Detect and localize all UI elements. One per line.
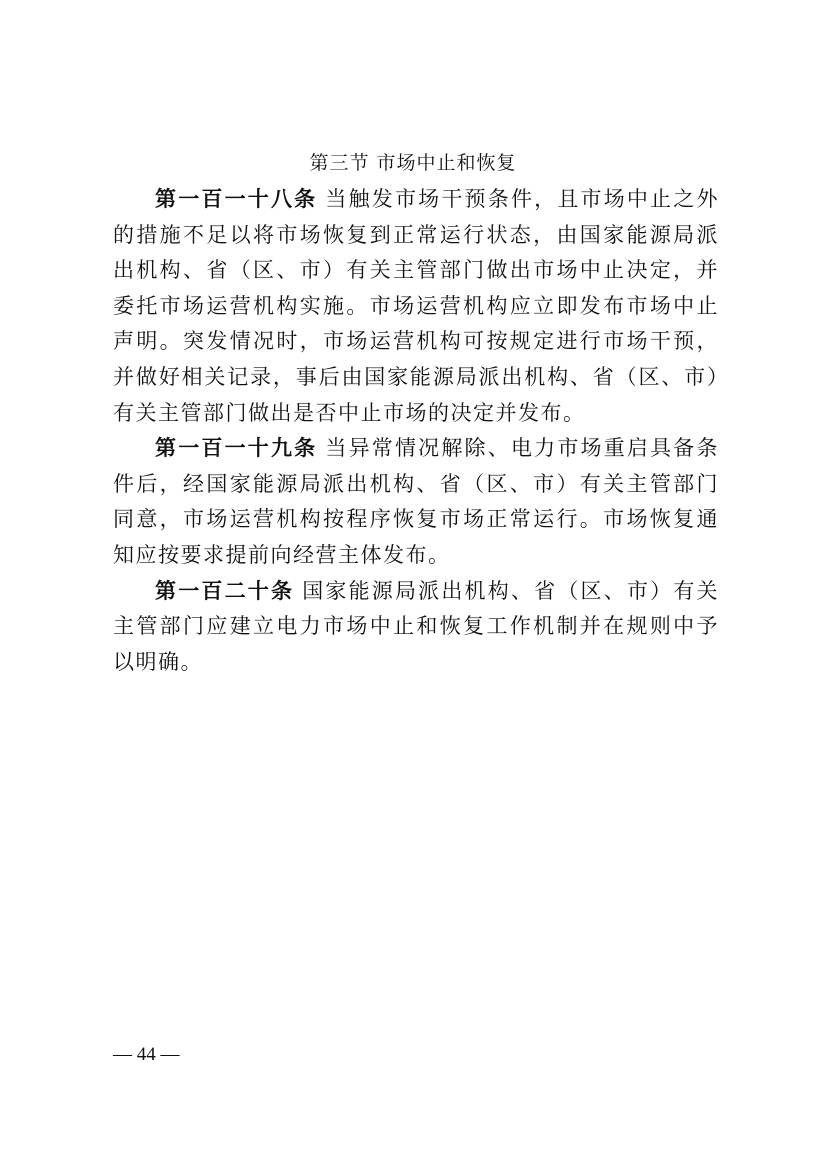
article-text: 国家能源局派出机构、省（区、市）有关主管部门应建立电力市场中止和恢复工作机制并在规则中予以明确。 bbox=[113, 578, 720, 674]
article-119 bbox=[113, 431, 719, 573]
article-118 bbox=[113, 182, 719, 431]
article-number: 第一百二十条 bbox=[155, 578, 295, 603]
article-text: 当触发市场干预条件，且市场中止之外的措施不足以将市场恢复到正常运行状态，由国家能源局派出机构、省（区、市）有关主管部门做出市场中止决定，并委托市场运营机构实施。市场运营机构应立即发布市场中止声明。突发情况时，市场运营机构可按规定进行市场干预，并做好相关记录，事后由国家能源局派出机构、省（区、市）有关主管部门做出是否中止市场的决定并发布。 bbox=[113, 187, 720, 425]
article-number: 第一百一十九条 bbox=[155, 436, 318, 461]
article-list bbox=[113, 182, 719, 680]
page-number: — 44 — bbox=[113, 1044, 180, 1065]
article-text: 当异常情况解除、电力市场重启具备条件后，经国家能源局派出机构、省（区、市）有关主管部门同意，市场运营机构按程序恢复市场正常运行。市场恢复通知应按要求提前向经营主体发布。 bbox=[113, 436, 720, 567]
article-120 bbox=[113, 574, 719, 681]
section-title: 第三节 市场中止和恢复 bbox=[309, 152, 517, 174]
article-number: 第一百一十八条 bbox=[155, 187, 318, 211]
